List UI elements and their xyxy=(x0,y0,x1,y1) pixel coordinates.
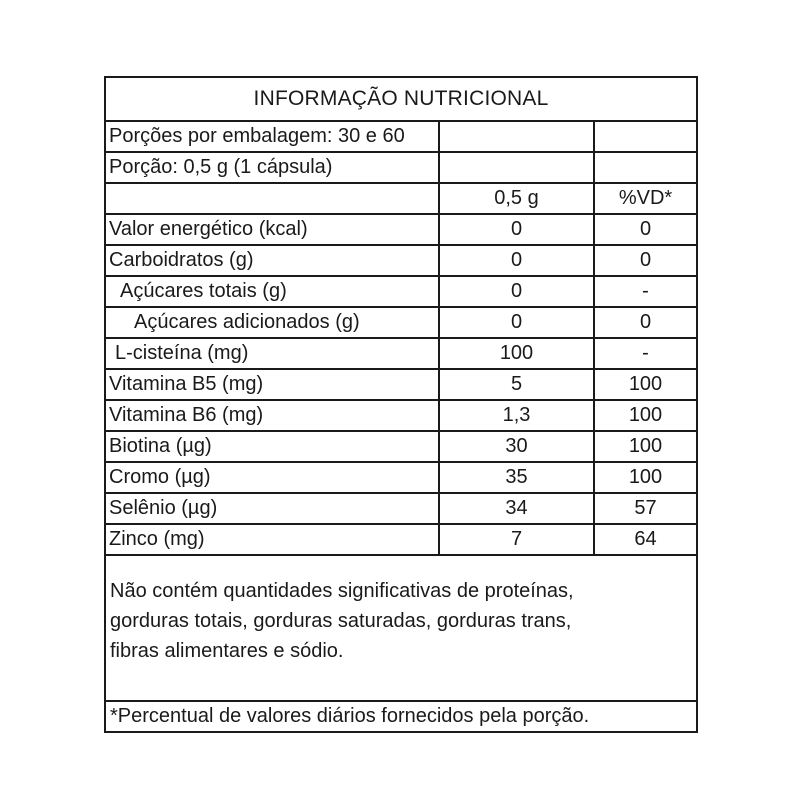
nutrient-amount: 0 xyxy=(439,276,594,307)
nutrient-label: L-cisteína (mg) xyxy=(105,338,439,369)
no-significant-amounts-note-row xyxy=(105,555,697,701)
nutrient-amount: 1,3 xyxy=(439,400,594,431)
nutrient-label: Açúcares adicionados (g) xyxy=(105,307,439,338)
nutrient-amount: 34 xyxy=(439,493,594,524)
nutrition-facts-table xyxy=(104,76,698,733)
servings-per-package-row xyxy=(105,121,697,152)
nutrient-amount: 7 xyxy=(439,524,594,555)
nutrient-dv: 100 xyxy=(594,369,697,400)
table-row xyxy=(105,400,697,431)
nutrient-amount: 35 xyxy=(439,462,594,493)
nutrient-dv: 0 xyxy=(594,214,697,245)
nutrient-dv: 100 xyxy=(594,431,697,462)
nutrient-amount: 0 xyxy=(439,307,594,338)
table-row xyxy=(105,245,697,276)
nutrient-label: Cromo (µg) xyxy=(105,462,439,493)
nutrient-label: Carboidratos (g) xyxy=(105,245,439,276)
nutrient-dv: 0 xyxy=(594,307,697,338)
serving-size-text: Porção: 0,5 g (1 cápsula) xyxy=(105,152,439,183)
nutrient-label: Zinco (mg) xyxy=(105,524,439,555)
table-row xyxy=(105,462,697,493)
nutrient-dv: 0 xyxy=(594,245,697,276)
table-row xyxy=(105,524,697,555)
column-header-row xyxy=(105,183,697,214)
table-title: INFORMAÇÃO NUTRICIONAL xyxy=(105,77,697,121)
nutrient-dv: - xyxy=(594,338,697,369)
table-row xyxy=(105,307,697,338)
empty-cell xyxy=(439,121,594,152)
column-header-amount: 0,5 g xyxy=(439,183,594,214)
nutrient-amount: 100 xyxy=(439,338,594,369)
column-header-dv: %VD* xyxy=(594,183,697,214)
no-significant-amounts-note xyxy=(105,555,697,701)
nutrient-label: Vitamina B6 (mg) xyxy=(105,400,439,431)
nutrient-dv: 64 xyxy=(594,524,697,555)
nutrient-dv: - xyxy=(594,276,697,307)
note-line: Não contém quantidades significativas de proteínas, xyxy=(110,580,574,602)
table-title-row xyxy=(105,77,697,121)
table-row xyxy=(105,493,697,524)
nutrient-label: Biotina (µg) xyxy=(105,431,439,462)
nutrient-dv: 100 xyxy=(594,462,697,493)
servings-per-package-text: Porções por embalagem: 30 e 60 xyxy=(105,121,439,152)
empty-cell xyxy=(105,183,439,214)
nutrient-dv: 100 xyxy=(594,400,697,431)
table-row xyxy=(105,276,697,307)
note-text-block xyxy=(110,576,688,680)
nutrient-label: Vitamina B5 (mg) xyxy=(105,369,439,400)
daily-value-footnote: *Percentual de valores diários fornecidos pela porção. xyxy=(105,701,697,732)
serving-size-row xyxy=(105,152,697,183)
nutrient-amount: 0 xyxy=(439,214,594,245)
empty-cell xyxy=(594,121,697,152)
table-row xyxy=(105,338,697,369)
nutrient-amount: 0 xyxy=(439,245,594,276)
nutrient-amount: 30 xyxy=(439,431,594,462)
nutrient-label: Selênio (µg) xyxy=(105,493,439,524)
table-row xyxy=(105,214,697,245)
table-row xyxy=(105,369,697,400)
nutrient-dv: 57 xyxy=(594,493,697,524)
nutrient-label: Valor energético (kcal) xyxy=(105,214,439,245)
nutrient-amount: 5 xyxy=(439,369,594,400)
table-row xyxy=(105,431,697,462)
note-line: fibras alimentares e sódio. xyxy=(110,640,344,662)
nutrient-label: Açúcares totais (g) xyxy=(105,276,439,307)
empty-cell xyxy=(439,152,594,183)
empty-cell xyxy=(594,152,697,183)
note-line: gorduras totais, gorduras saturadas, gorduras trans, xyxy=(110,610,572,632)
daily-value-footnote-row xyxy=(105,701,697,732)
